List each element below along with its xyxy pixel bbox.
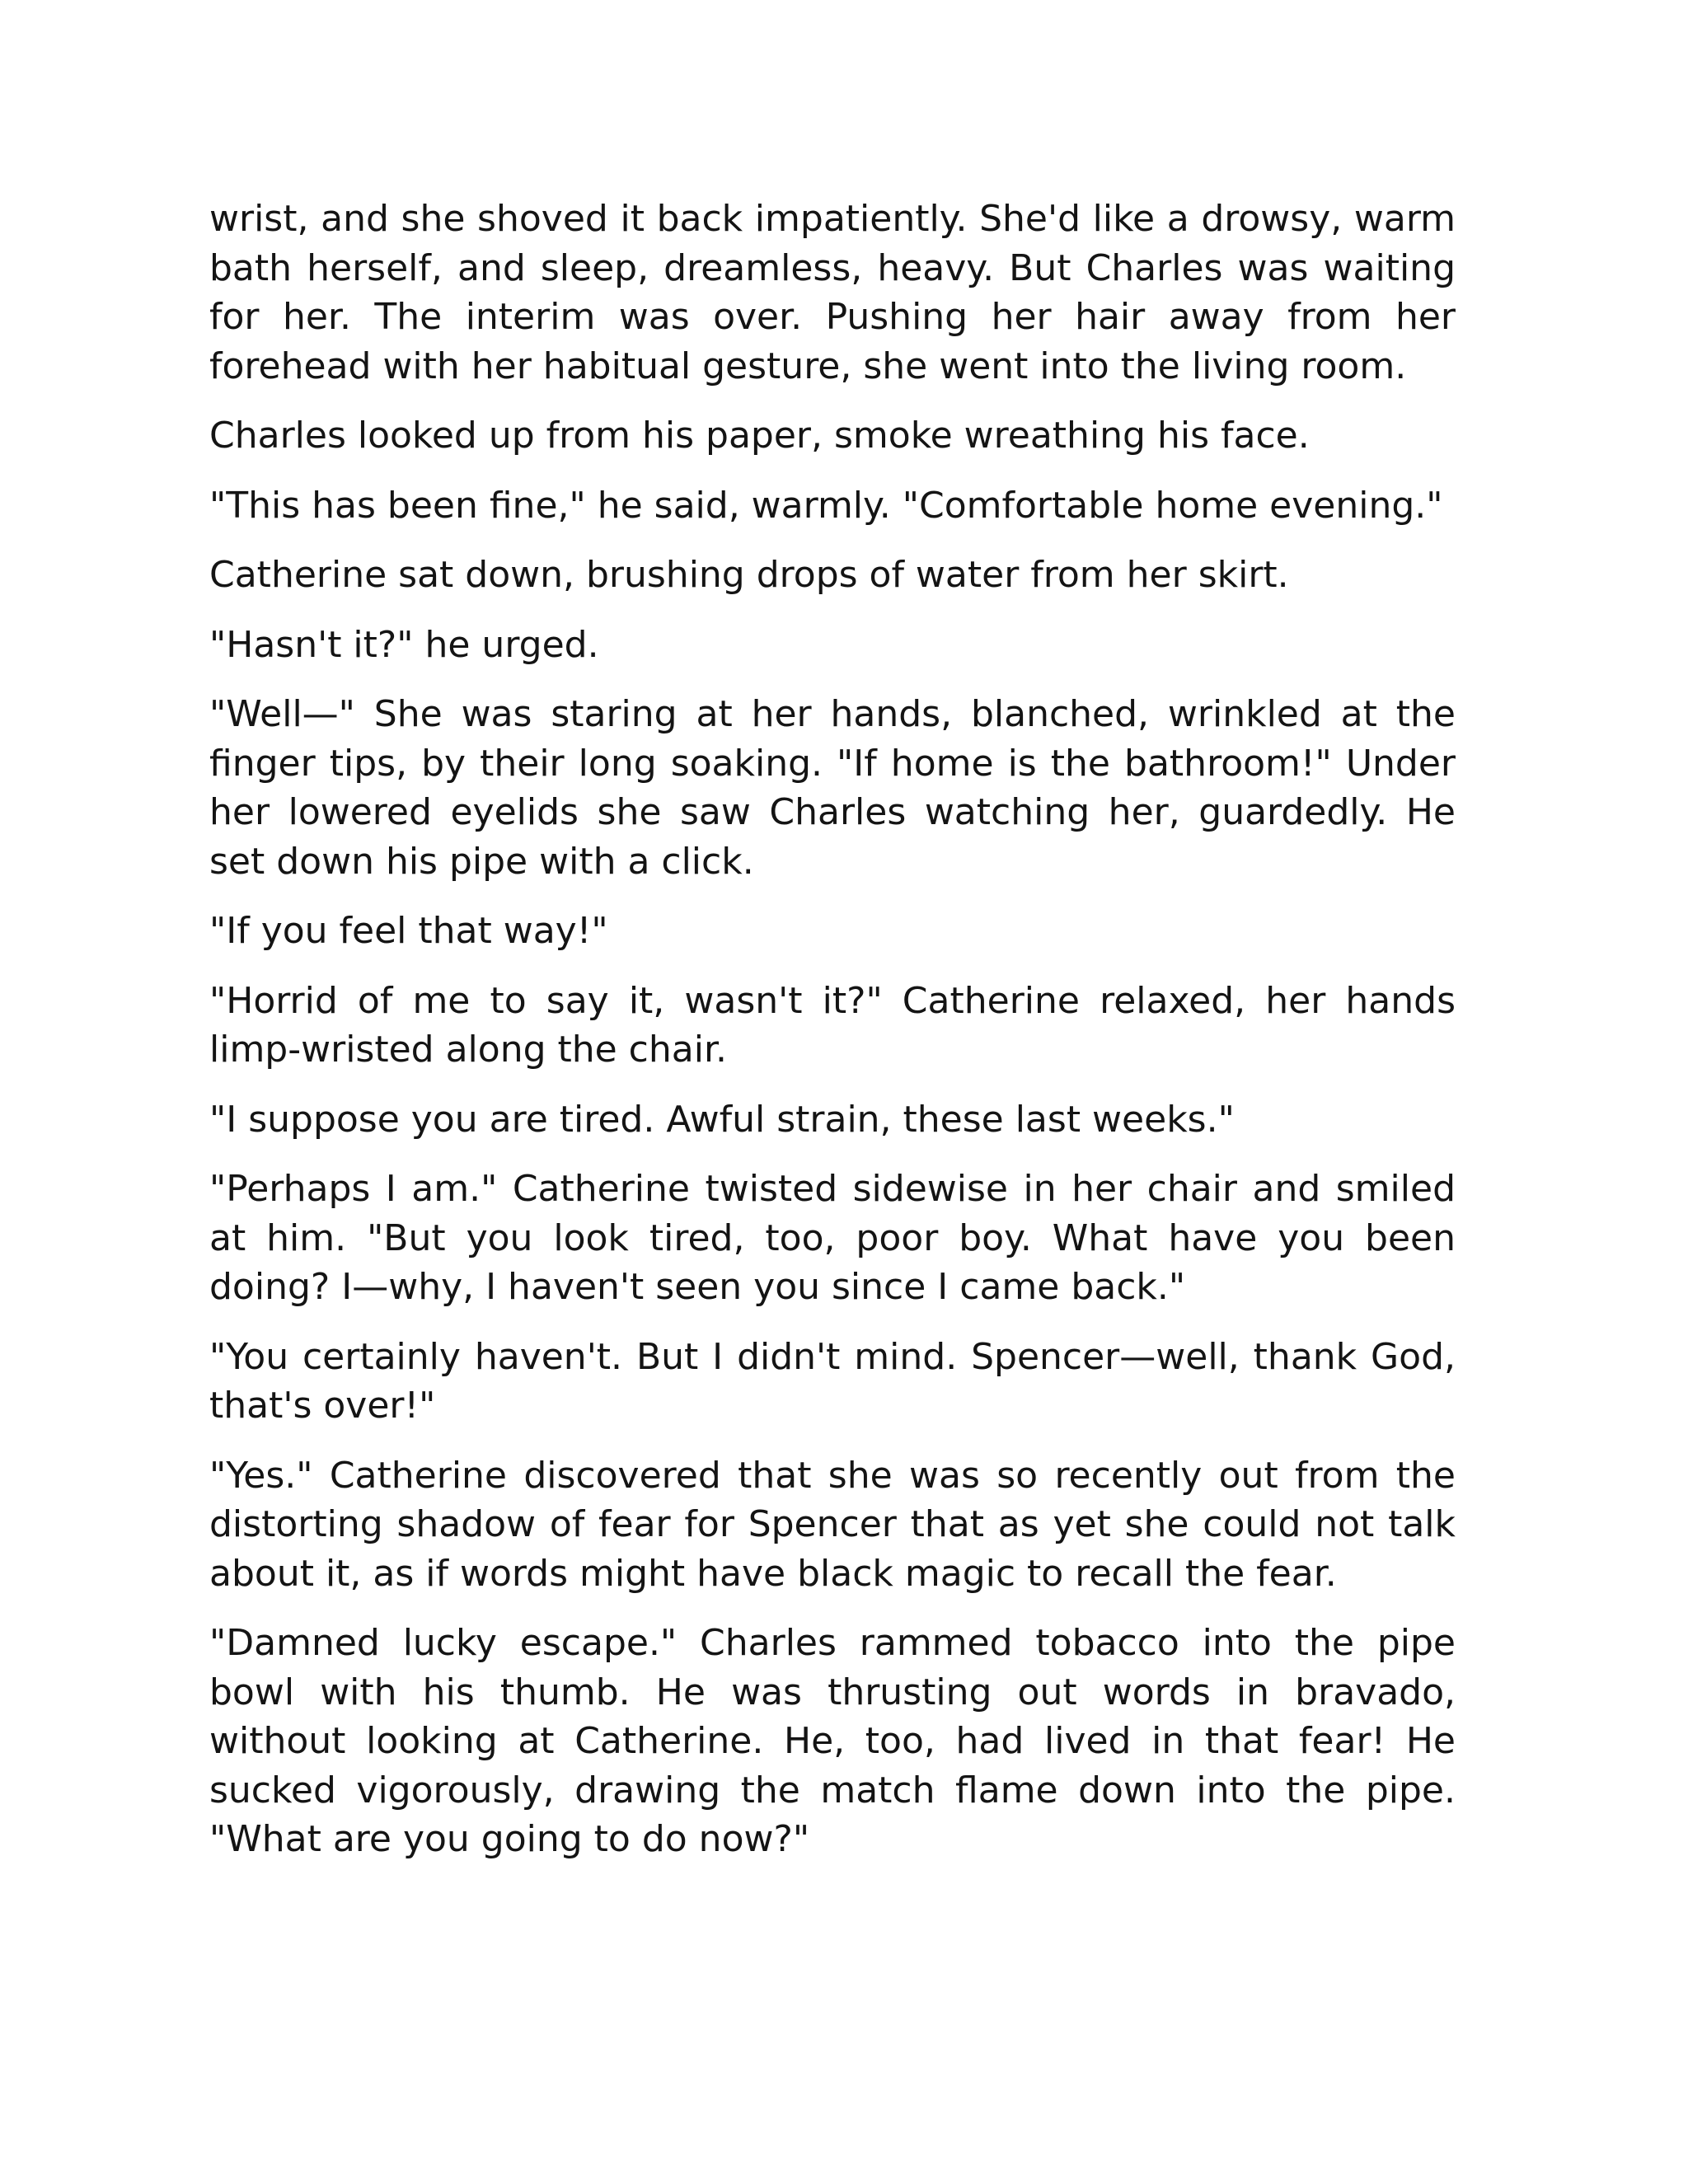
paragraph: "Well—" She was staring at her hands, blanched, wrinkled at the finger tips, by their long soaking. "If home is the bathroom!" Under her lowered eyelids she saw Charles watching her, guardedly. He set down his pipe with a click. bbox=[209, 693, 1456, 883]
paragraph: "This has been fine," he said, warmly. "Comfortable home evening." bbox=[209, 484, 1443, 527]
paragraph: "Damned lucky escape." Charles rammed tobacco into the pipe bowl with his thumb. He was thrusting out words in bravado, without looking at Catherine. He, too, had lived in that fear! He sucked vigorously, drawing the match flame down into the pipe. "What are you going to do now?" bbox=[209, 1622, 1456, 1860]
paragraph: "I suppose you are tired. Awful strain, these last weeks." bbox=[209, 1098, 1235, 1141]
paragraph: "Horrid of me to say it, wasn't it?" Catherine relaxed, her hands limp-wristed along the chair. bbox=[209, 979, 1456, 1071]
paragraph: "Yes." Catherine discovered that she was so recently out from the distorting shadow of fear for Spencer that as yet she could not talk about it, as if words might have black magic to recall the fear. bbox=[209, 1454, 1456, 1595]
paragraph: wrist, and she shoved it back impatiently. She'd like a drowsy, warm bath herself, and sleep, dreamless, heavy. But Charles was waiting for her. The interim was over. Pushing her hair away from her forehead with her habitual gesture, she went into the living room. bbox=[209, 198, 1456, 387]
paragraph: "You certainly haven't. But I didn't mind. Spencer—well, thank God, that's over!" bbox=[209, 1335, 1456, 1427]
paragraph: "Hasn't it?" he urged. bbox=[209, 623, 599, 666]
paragraph: "Perhaps I am." Catherine twisted sidewise in her chair and smiled at him. "But you look tired, too, poor boy. What have you been doing? I—why, I haven't seen you since I came back." bbox=[209, 1168, 1456, 1308]
paragraph: Catherine sat down, brushing drops of water from her skirt. bbox=[209, 554, 1289, 596]
paragraph: "If you feel that way!" bbox=[209, 910, 608, 952]
paragraph: Charles looked up from his paper, smoke wreathing his face. bbox=[209, 415, 1310, 457]
page-text bbox=[209, 194, 1456, 1885]
